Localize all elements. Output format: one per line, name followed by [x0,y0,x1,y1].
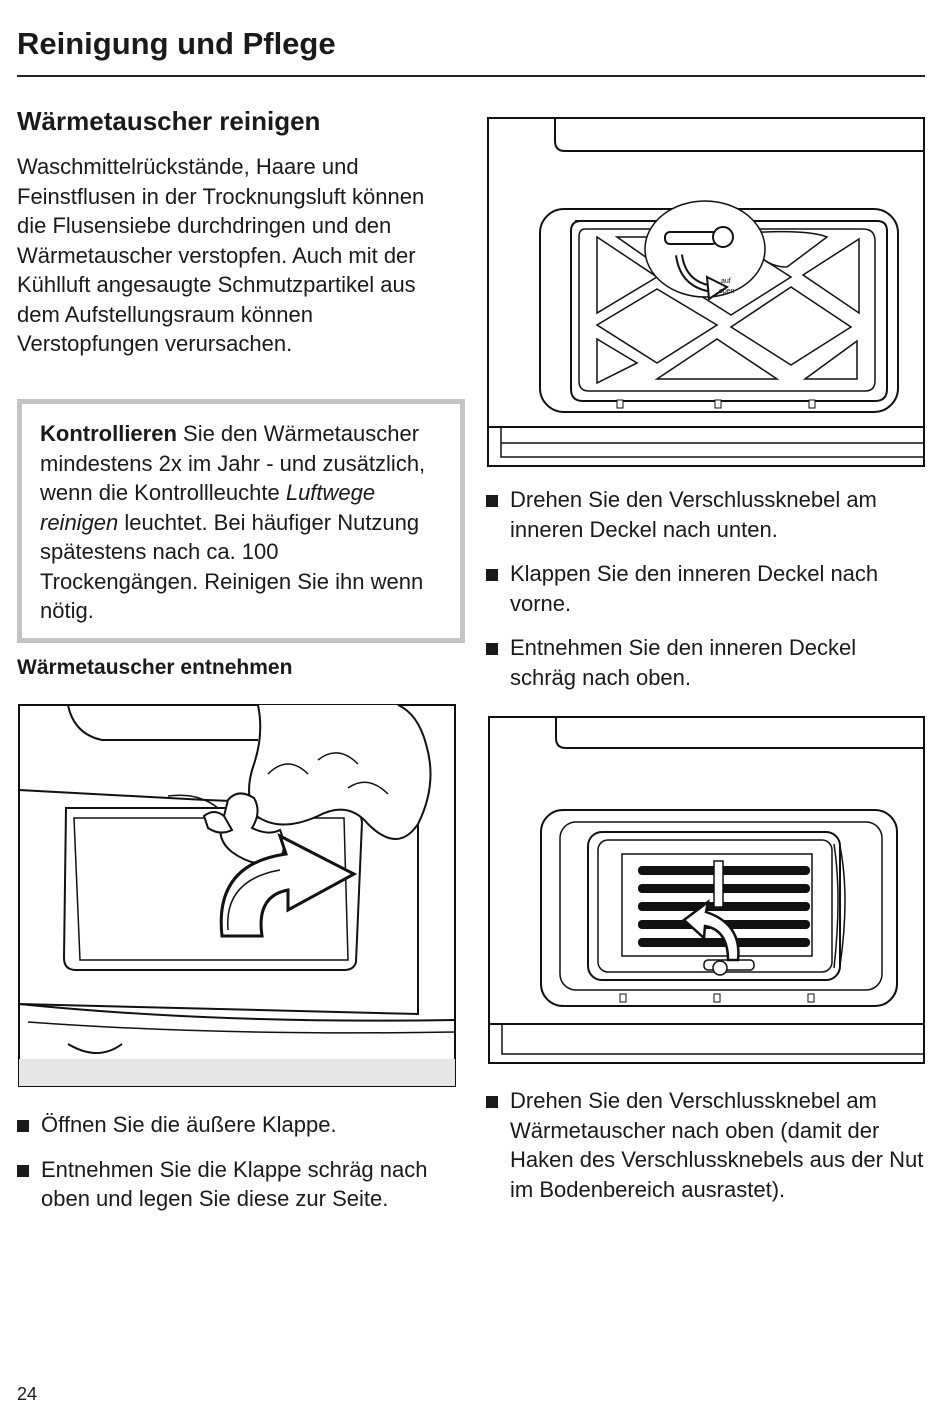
step-text: Drehen Sie den Verschlussknebel am inneren Deckel nach unten. [510,487,877,542]
note-bold: Kontrollieren [40,421,177,446]
section-heading: Wärmetauscher reinigen [17,106,321,136]
step-item [486,633,928,692]
steps-list-bottom-left [17,1110,447,1229]
bullet-icon [486,495,498,507]
bullet-icon [17,1120,29,1132]
step-item [17,1155,447,1214]
step-text: Öffnen Sie die äußere Klappe. [41,1112,337,1137]
step-text: Drehen Sie den Verschlussknebel am Wärmetauscher nach oben (damit der Haken des Verschlussknebels aus der Nut im Bodenbereich ausrastet). [510,1088,924,1202]
figure-outer-flap-removal [18,704,456,1087]
figure-inner-lid [487,117,925,467]
fig1-label-open: open [719,288,735,295]
step-text: Entnehmen Sie den inneren Deckel schräg nach oben. [510,635,857,690]
bullet-icon [486,1096,498,1108]
steps-list-bottom-right [486,1086,928,1219]
note-text-1: Sie den Wärmetauscher mindestens 2x im Jahr - und zusätzlich, wenn die Kontrollleuchte [40,421,426,505]
subheading: Wärmetauscher entnehmen [17,656,293,679]
page-number: 24 [17,1384,38,1404]
bullet-icon [486,643,498,655]
figure-heat-exchanger [488,716,925,1064]
step-text: Klappen Sie den inneren Deckel nach vorne. [510,561,879,616]
step-item [486,559,928,618]
step-text: Entnehmen Sie die Klappe schräg nach oben und legen Sie diese zur Seite. [41,1156,428,1211]
note-text-2: leuchtet. Bei häufiger Nutzung spätestens nach ca. 100 Trockengängen. Reinigen Sie ihn wenn nötig. [40,509,424,623]
header-rule [17,75,925,77]
fig1-label-auf: auf [721,278,731,285]
bullet-icon [486,569,498,581]
step-item [17,1110,447,1140]
intro-paragraph: Waschmittelrückstände, Haare und Feinstflusen in der Trocknungsluft können die Flusensiebe durchdringen und den Wärmetauscher verstopfen. Auch mit der Kühlluft angesaugte Schmutzpartikel aus dem Aufstellungsraum können Verstopfungen verursachen. [17,154,425,356]
note-indicator-name: Luftwege reinigen [40,480,376,535]
section-title: Reinigung und Pflege [17,26,336,61]
step-item [486,485,928,544]
bullet-icon [17,1165,29,1177]
note-box [17,399,465,643]
steps-list-top-right [486,485,928,707]
step-item [486,1086,928,1204]
